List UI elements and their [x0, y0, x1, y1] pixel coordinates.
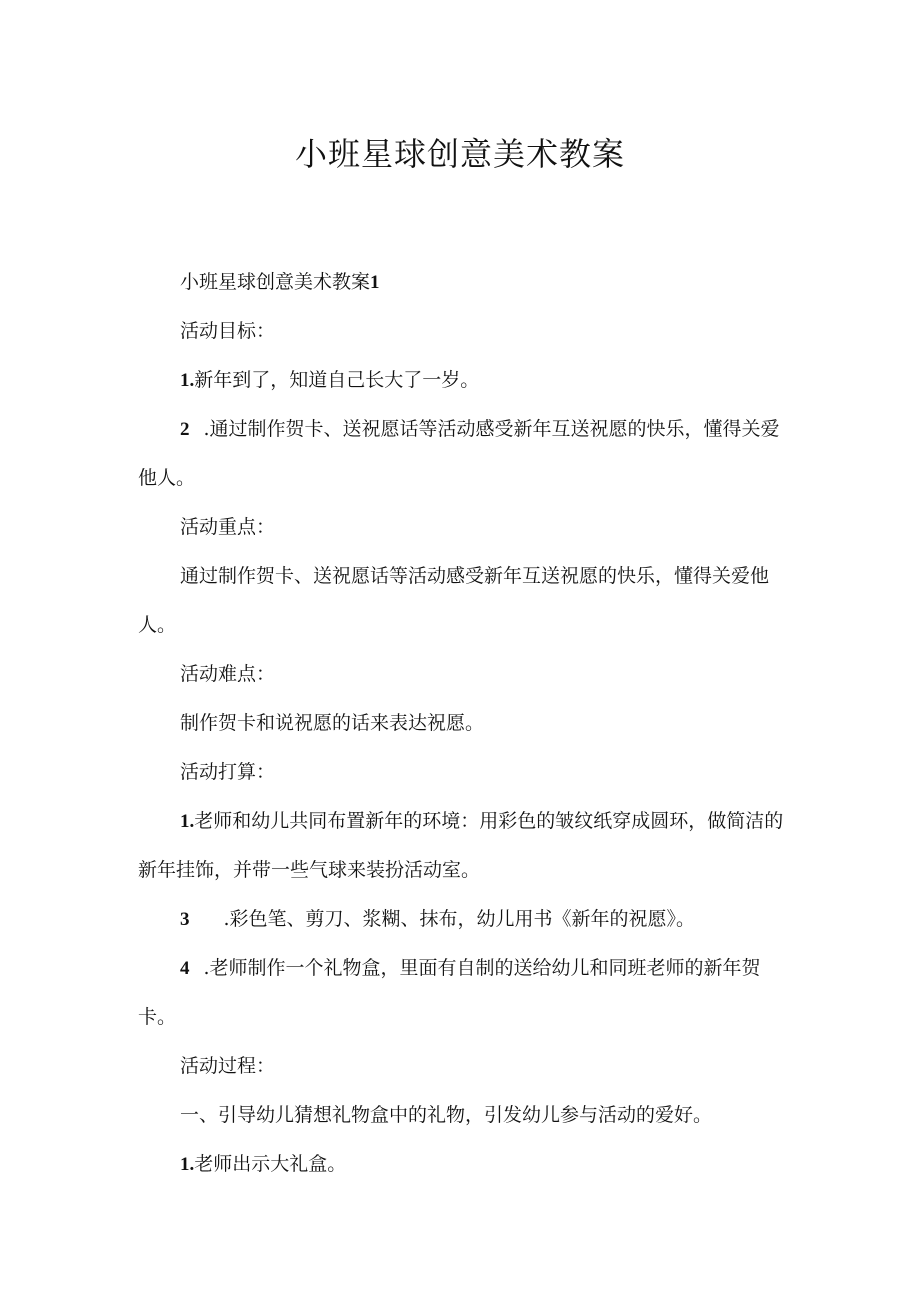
difficulty-text: 制作贺卡和说祝愿的话来表达祝愿。: [180, 712, 485, 734]
prep-label: 活动打算：: [180, 761, 276, 783]
goal-item-1-number: 1.: [180, 370, 195, 391]
document-title: 小班星球创意美术教案: [294, 135, 625, 173]
prep-item-1-number: 1.: [180, 811, 195, 832]
prep-item-3: [138, 895, 788, 944]
difficulty-label: 活动难点：: [180, 663, 276, 685]
process-step-1: 一、引导幼儿猜想礼物盒中的礼物，引发幼儿参与活动的爱好。: [180, 1104, 713, 1126]
process-label: 活动过程：: [180, 1055, 276, 1077]
section-heading: [138, 258, 788, 307]
goal-item-2-text: .通过制作贺卡、送祝愿话等活动感受新年互送祝愿的快乐，懂得关爱他人。: [138, 418, 780, 489]
process-sub-item-1-number: 1.: [180, 1154, 195, 1175]
focus-label: 活动重点：: [180, 516, 276, 538]
process-sub-item-1: [138, 1140, 788, 1189]
prep-item-1: [138, 797, 788, 895]
goal-item-2: [138, 405, 788, 503]
prep-item-3-number: 3: [180, 909, 190, 930]
goal-item-2-number: 2: [180, 419, 190, 440]
prep-item-1-text: 老师和幼儿共同布置新年的环境：用彩色的皱纹纸穿成圆环，做简洁的新年挂饰，并带一些气球来装扮活动室。: [138, 810, 784, 881]
focus-text: 通过制作贺卡、送祝愿话等活动感受新年互送祝愿的快乐，懂得关爱他人。: [138, 565, 770, 636]
prep-item-3-text: .彩色笔、剪刀、浆糊、抹布，幼儿用书《新年的祝愿》。: [223, 908, 696, 930]
prep-item-4-text: .老师制作一个礼物盒，里面有自制的送给幼儿和同班老师的新年贺卡。: [138, 957, 761, 1028]
prep-item-4-number: 4: [180, 958, 190, 979]
goals-label: 活动目标：: [180, 320, 276, 342]
goal-item-1-text: 新年到了，知道自己长大了一岁。: [194, 369, 480, 391]
process-sub-item-1-text: 老师出示大礼盒。: [194, 1153, 347, 1175]
prep-item-4: [138, 944, 788, 1042]
goal-item-1: [138, 356, 788, 405]
section-heading-number: 1: [370, 272, 380, 293]
section-heading-text: 小班星球创意美术教案: [180, 271, 371, 293]
